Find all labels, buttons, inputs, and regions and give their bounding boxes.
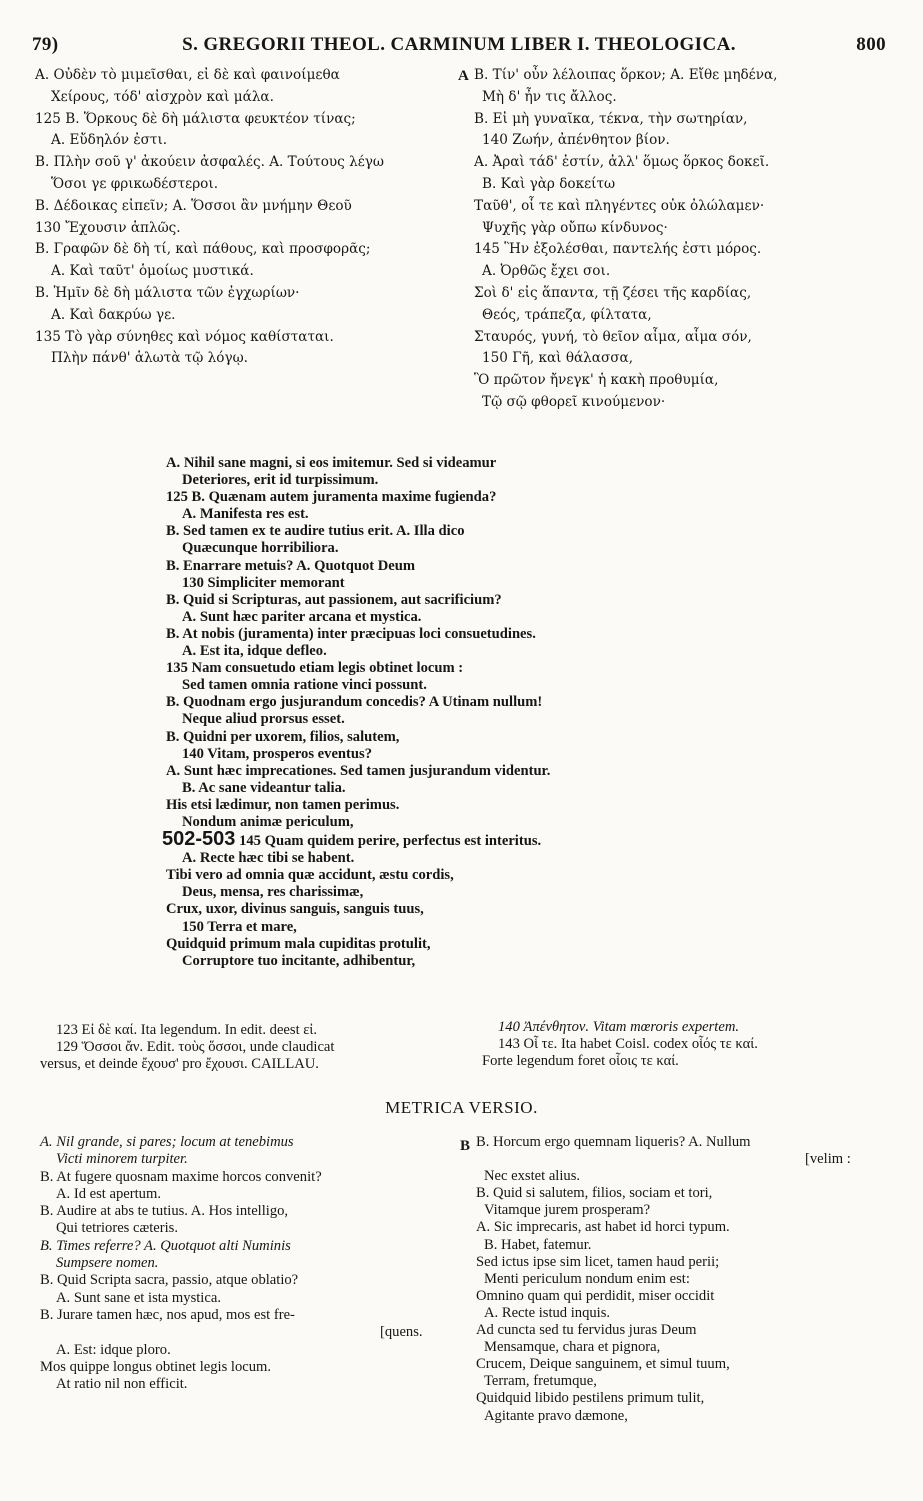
verse-line: Terram, fretumque, bbox=[484, 1373, 597, 1390]
latin-line: B. Enarrare metuis? A. Quotquot Deum bbox=[166, 557, 416, 574]
greek-line: 150 Γῆ, καὶ θάλασσα, bbox=[482, 350, 634, 367]
latin-line: B. At nobis (juramenta) inter præcipuas loci consuetudines. bbox=[166, 625, 536, 642]
latin-line: B. Quid si Scripturas, aut passionem, aut sacrificium? bbox=[166, 591, 502, 608]
page-number-right: 800 bbox=[856, 34, 886, 55]
latin-line: 150 Terra et mare, bbox=[182, 918, 297, 935]
latin-line: B. Quodnam ergo jusjurandum concedis? A Utinam nullum! bbox=[166, 694, 543, 711]
greek-line: B. Τίν' οὖν λέλοιπας ὅρκον; A. Εἴθε μηδένα, bbox=[474, 67, 778, 83]
latin-line: 130 Simpliciter memorant bbox=[182, 574, 345, 591]
verse-line: A. Nil grande, si pares; locum at tenebimus bbox=[40, 1134, 294, 1150]
verse-line: B. Quid si salutem, filios, sociam et tori, bbox=[476, 1185, 713, 1202]
greek-line: Μὴ δ' ἦν τις ἄλλος. bbox=[482, 88, 617, 105]
greek-line: Ταῦθ', οἷ τε καὶ πληγέντες οὐκ ὀλώλαμεν· bbox=[474, 197, 765, 214]
latin-line: Nondum animæ periculum, bbox=[182, 813, 354, 830]
greek-line: 145 Ἣν ἐξολέσθαι, παντελής ἐστι μόρος. bbox=[474, 241, 762, 258]
greek-line: 135 Τὸ γὰρ σύνηθες καὶ νόμος καθίσταται. bbox=[35, 328, 334, 345]
verse-line: [velim : bbox=[805, 1151, 851, 1168]
column-reference-number: 502-503 bbox=[162, 828, 236, 851]
greek-line: Χείρους, τόδ' αἰσχρὸν καὶ μάλα. bbox=[51, 88, 274, 105]
greek-line: Σοὶ δ' εἰς ἅπαντα, τῇ ζέσει τῆς καρδίας, bbox=[474, 284, 752, 301]
latin-line: Deus, mensa, res charissimæ, bbox=[182, 884, 364, 901]
verse-line: B. Jurare tamen hæc, nos apud, mos est fre- bbox=[40, 1306, 295, 1323]
verse-line: B. Audire at abs te tutius. A. Hos intelligo, bbox=[40, 1203, 289, 1220]
greek-line: A. Εὔδηλόν ἐστι. bbox=[51, 132, 168, 149]
greek-line: 125 B. Ὅρκους δὲ δὴ μάλιστα φευκτέον τίνας; bbox=[35, 110, 356, 127]
footnote-line: Forte legendum foret οἷοις τε καί. bbox=[482, 1053, 679, 1069]
latin-line: A. Sunt hæc imprecationes. Sed tamen jusjurandum videntur. bbox=[166, 762, 551, 779]
margin-letter-verse: B bbox=[460, 1138, 471, 1154]
latin-line: Deteriores, erit id turpissimum. bbox=[182, 472, 379, 489]
latin-line: A. Est ita, idque defleo. bbox=[182, 643, 327, 660]
page-header bbox=[32, 34, 886, 56]
page-number-left: 79) bbox=[32, 34, 59, 55]
verse-line: B. Times referre? A. Quotquot alti Numinis bbox=[40, 1237, 291, 1254]
greek-line: Πλὴν πάνθ' ἁλωτὰ τῷ λόγῳ. bbox=[51, 350, 248, 367]
latin-line: His etsi lædimur, non tamen perimus. bbox=[166, 796, 400, 813]
greek-line: B. Καὶ γὰρ δοκείτω bbox=[482, 175, 616, 192]
greek-line: Ψυχῆς γὰρ οὔπω κίνδυνος· bbox=[482, 219, 668, 236]
latin-translation bbox=[162, 455, 746, 970]
greek-line: Ὅσοι γε φρικωδέστεροι. bbox=[51, 175, 219, 192]
verse-line: Omnino quam qui perdidit, miser occidit bbox=[476, 1287, 715, 1304]
footnotes-right bbox=[482, 1019, 902, 1070]
greek-line: 140 Ζωήν, ἀπένθητον βίον. bbox=[482, 132, 670, 149]
latin-line: A. Recte hæc tibi se habent. bbox=[182, 850, 355, 867]
latin-line-with-margin-ref: 502-503 145 Quam quidem perire, perfectus est interitus. bbox=[162, 828, 542, 851]
latin-line: A. Sunt hæc pariter arcana et mystica. bbox=[182, 608, 422, 625]
greek-line: Θεός, τράπεζα, φίλτατα, bbox=[482, 306, 652, 323]
metrical-version-right bbox=[460, 1134, 900, 1425]
latin-line: A. Manifesta res est. bbox=[182, 506, 309, 523]
verse-line: Nec exstet alius. bbox=[484, 1168, 581, 1185]
running-title: S. GREGORII THEOL. CARMINUM LIBER I. THEOLOGICA. bbox=[182, 34, 736, 55]
greek-line: B. Πλὴν σοῦ γ' ἀκούειν ἀσφαλές. A. Τούτους λέγω bbox=[35, 154, 384, 171]
verse-line: A. Sic imprecaris, ast habet id horci typum. bbox=[476, 1219, 730, 1236]
latin-line: 125 B. Quænam autem juramenta maxime fugienda? bbox=[166, 489, 497, 506]
margin-letter-greek: A bbox=[458, 68, 469, 84]
verse-line: A. Recte istud inquis. bbox=[484, 1304, 611, 1321]
verse-line: Mensamque, chara et pignora, bbox=[484, 1339, 661, 1356]
greek-line: Σταυρός, γυνή, τὸ θεῖον αἷμα, αἷμα σόν, bbox=[474, 328, 752, 345]
latin-line: B. Quidni per uxorem, filios, salutem, bbox=[166, 728, 400, 745]
verse-line: Crucem, Deique sanguinem, et simul tuum, bbox=[476, 1356, 730, 1373]
section-title: METRICA VERSIO. bbox=[385, 1098, 538, 1117]
greek-line: B. Δέδοικας εἰπεῖν; A. Ὅσσοι ἂν μνήμην Θεοῦ bbox=[35, 197, 352, 214]
verse-line: Agitante pravo dæmone, bbox=[484, 1407, 628, 1424]
footnote-line: 129 Ὅσσοι ἄν. Edit. τοὺς ὅσσοι, unde claudicat bbox=[56, 1039, 335, 1055]
footnote-line: versus, et deinde ἔχουσ' pro ἔχουσι. CAILLAU. bbox=[40, 1056, 319, 1072]
greek-line: Τῷ σῷ φθορεῖ κινούμενον· bbox=[482, 393, 666, 410]
footnotes-left bbox=[40, 1022, 470, 1073]
greek-line: B. Γραφῶν δὲ δὴ τί, καὶ πάθους, καὶ προσφορᾶς; bbox=[35, 241, 371, 258]
latin-line: A. Nihil sane magni, si eos imitemur. Sed si videamur bbox=[166, 455, 497, 471]
greek-line: A. Ἀραὶ τάδ' ἐστίν, ἀλλ' ὅμως ὅρκος δοκεῖ. bbox=[474, 154, 770, 171]
verse-line: Quidquid libido pestilens primum tulit, bbox=[476, 1390, 705, 1407]
verse-line: A. Sunt sane et ista mystica. bbox=[56, 1289, 221, 1306]
footnote-line: 140 Ἀπένθητον. Vitam mœroris expertem. bbox=[498, 1019, 740, 1035]
greek-line: A. Καὶ ταῦτ' ὁμοίως μυστικά. bbox=[51, 263, 254, 280]
latin-line: B. Ac sane videantur talia. bbox=[182, 779, 346, 796]
latin-line: Neque aliud prorsus esset. bbox=[182, 711, 345, 728]
greek-line: A. Καὶ δακρύω γε. bbox=[51, 306, 176, 323]
verse-line: Victi minorem turpiter. bbox=[56, 1151, 188, 1168]
greek-line: A. Ὀρθῶς ἔχει σοι. bbox=[482, 263, 611, 280]
greek-line: Ὃ πρῶτον ἤνεγκ' ἡ κακὴ προθυμία, bbox=[474, 372, 719, 389]
latin-line: Quidquid primum mala cupiditas protulit, bbox=[166, 935, 431, 952]
verse-line: Mos quippe longus obtinet legis locum. bbox=[40, 1358, 272, 1375]
verse-line: A. Est: idque ploro. bbox=[56, 1341, 171, 1358]
latin-line: Tibi vero ad omnia quæ accidunt, æstu cordis, bbox=[166, 867, 454, 884]
footnote-line: 123 Εἰ δὲ καί. Ita legendum. In edit. deest εἰ. bbox=[56, 1022, 317, 1038]
latin-line: B. Sed tamen ex te audire tutius erit. A. Illa dico bbox=[166, 523, 465, 540]
verse-line: Sumpsere nomen. bbox=[56, 1255, 159, 1272]
verse-line: A. Id est apertum. bbox=[56, 1185, 161, 1202]
latin-line: Quæcunque horribiliora. bbox=[182, 540, 339, 557]
verse-line: B. Horcum ergo quemnam liqueris? A. Nullum bbox=[476, 1134, 751, 1150]
verse-line: Vitamque jurem prosperam? bbox=[484, 1202, 651, 1219]
greek-text-right-column bbox=[458, 65, 898, 414]
verse-line: B. Quid Scripta sacra, passio, atque oblatio? bbox=[40, 1272, 299, 1289]
verse-line: B. Habet, fatemur. bbox=[484, 1236, 592, 1253]
verse-line: Sed ictus ipse sim licet, tamen haud perii; bbox=[476, 1253, 720, 1270]
verse-line: Menti periculum nondum enim est: bbox=[484, 1270, 690, 1287]
verse-line: B. At fugere quosnam maxime horcos convenit? bbox=[40, 1168, 322, 1185]
latin-line: Sed tamen omnia ratione vinci possunt. bbox=[182, 677, 427, 694]
greek-line: B. Ἡμῖν δὲ δὴ μάλιστα τῶν ἐγχωρίων· bbox=[35, 284, 300, 301]
metrical-version-left bbox=[40, 1134, 470, 1393]
latin-line: Crux, uxor, divinus sanguis, sanguis tuus, bbox=[166, 901, 424, 918]
greek-text-left-column bbox=[35, 65, 455, 370]
latin-line: 135 Nam consuetudo etiam legis obtinet locum : bbox=[166, 660, 464, 677]
greek-line: 130 Ἔχουσιν ἁπλῶς. bbox=[35, 219, 181, 236]
verse-line: At ratio nil non efficit. bbox=[56, 1376, 188, 1393]
verse-line: Qui tetriores cæteris. bbox=[56, 1220, 178, 1237]
verse-line: [quens. bbox=[380, 1324, 423, 1341]
latin-line: Corruptore tuo incitante, adhibentur, bbox=[182, 952, 416, 969]
greek-line: B. Εἰ μὴ γυναῖκα, τέκνα, τὴν σωτηρίαν, bbox=[474, 110, 748, 127]
latin-line: 140 Vitam, prosperos eventus? bbox=[182, 745, 372, 762]
verse-line: Ad cuncta sed tu fervidus juras Deum bbox=[476, 1322, 697, 1339]
greek-line: A. Οὐδὲν τὸ μιμεῖσθαι, εἰ δὲ καὶ φαινοίμεθα bbox=[35, 67, 340, 83]
footnote-line: 143 Οἷ τε. Ita habet Coisl. codex οἷός τε καί. bbox=[498, 1036, 758, 1052]
